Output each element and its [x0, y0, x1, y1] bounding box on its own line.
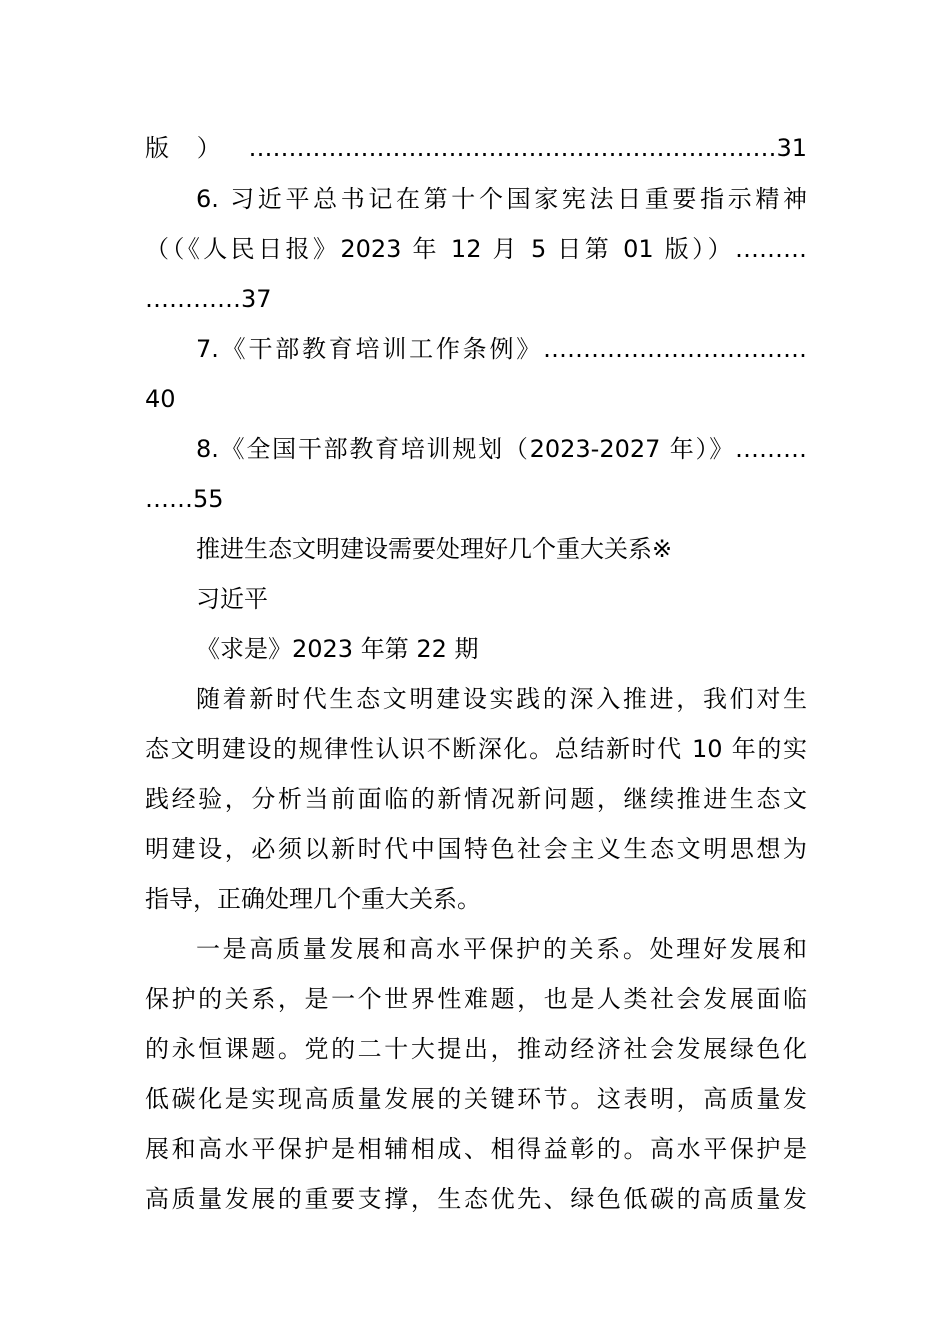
paragraph-1-line: 践经验，分析当前面临的新情况新问题，继续推进生态文	[145, 785, 807, 813]
paragraph-2-line: 展和高水平保护是相辅相成、相得益彰的。高水平保护是	[145, 1135, 807, 1163]
toc-item-6-page: …………37	[145, 285, 272, 313]
paragraph-2-line: 高质量发展的重要支撑，生态优先、绿色低碳的高质量发	[145, 1185, 807, 1213]
toc-item-7-page: 40	[145, 385, 176, 413]
toc-line-version-31: 版）…………………………………………………………31	[145, 134, 807, 162]
toc-item-6-source: （（《人民日报》2023 年 12 月 5 日第 01 版））………	[145, 235, 807, 263]
paragraph-2-line: 一是高质量发展和高水平保护的关系。处理好发展和	[196, 935, 807, 963]
toc-item-8-page: ……55	[145, 485, 224, 513]
toc-item-8: 8.《全国干部教育培训规划（2023-2027 年）》………	[196, 435, 807, 463]
paragraph-1-line: 态文明建设的规律性认识不断深化。总结新时代 10 年的实	[145, 735, 807, 763]
paragraph-2-line: 低碳化是实现高质量发展的关键环节。这表明，高质量发	[145, 1085, 807, 1113]
article-source: 《求是》2023 年第 22 期	[196, 635, 479, 663]
paragraph-1-line: 明建设，必须以新时代中国特色社会主义生态文明思想为	[145, 835, 807, 863]
toc-item-7: 7.《干部教育培训工作条例》……………………………	[196, 335, 807, 363]
paragraph-1-line: 随着新时代生态文明建设实践的深入推进，我们对生	[196, 685, 807, 713]
paragraph-2-line: 保护的关系，是一个世界性难题，也是人类社会发展面临	[145, 985, 807, 1013]
article-title: 推进生态文明建设需要处理好几个重大关系※	[196, 535, 673, 563]
paragraph-2-line: 的永恒课题。党的二十大提出，推动经济社会发展绿色化	[145, 1035, 807, 1063]
paragraph-1-line: 指导，正确处理几个重大关系。	[145, 885, 481, 913]
toc-item-6: 6. 习近平总书记在第十个国家宪法日重要指示精神	[196, 185, 807, 213]
article-author: 习近平	[196, 585, 268, 613]
